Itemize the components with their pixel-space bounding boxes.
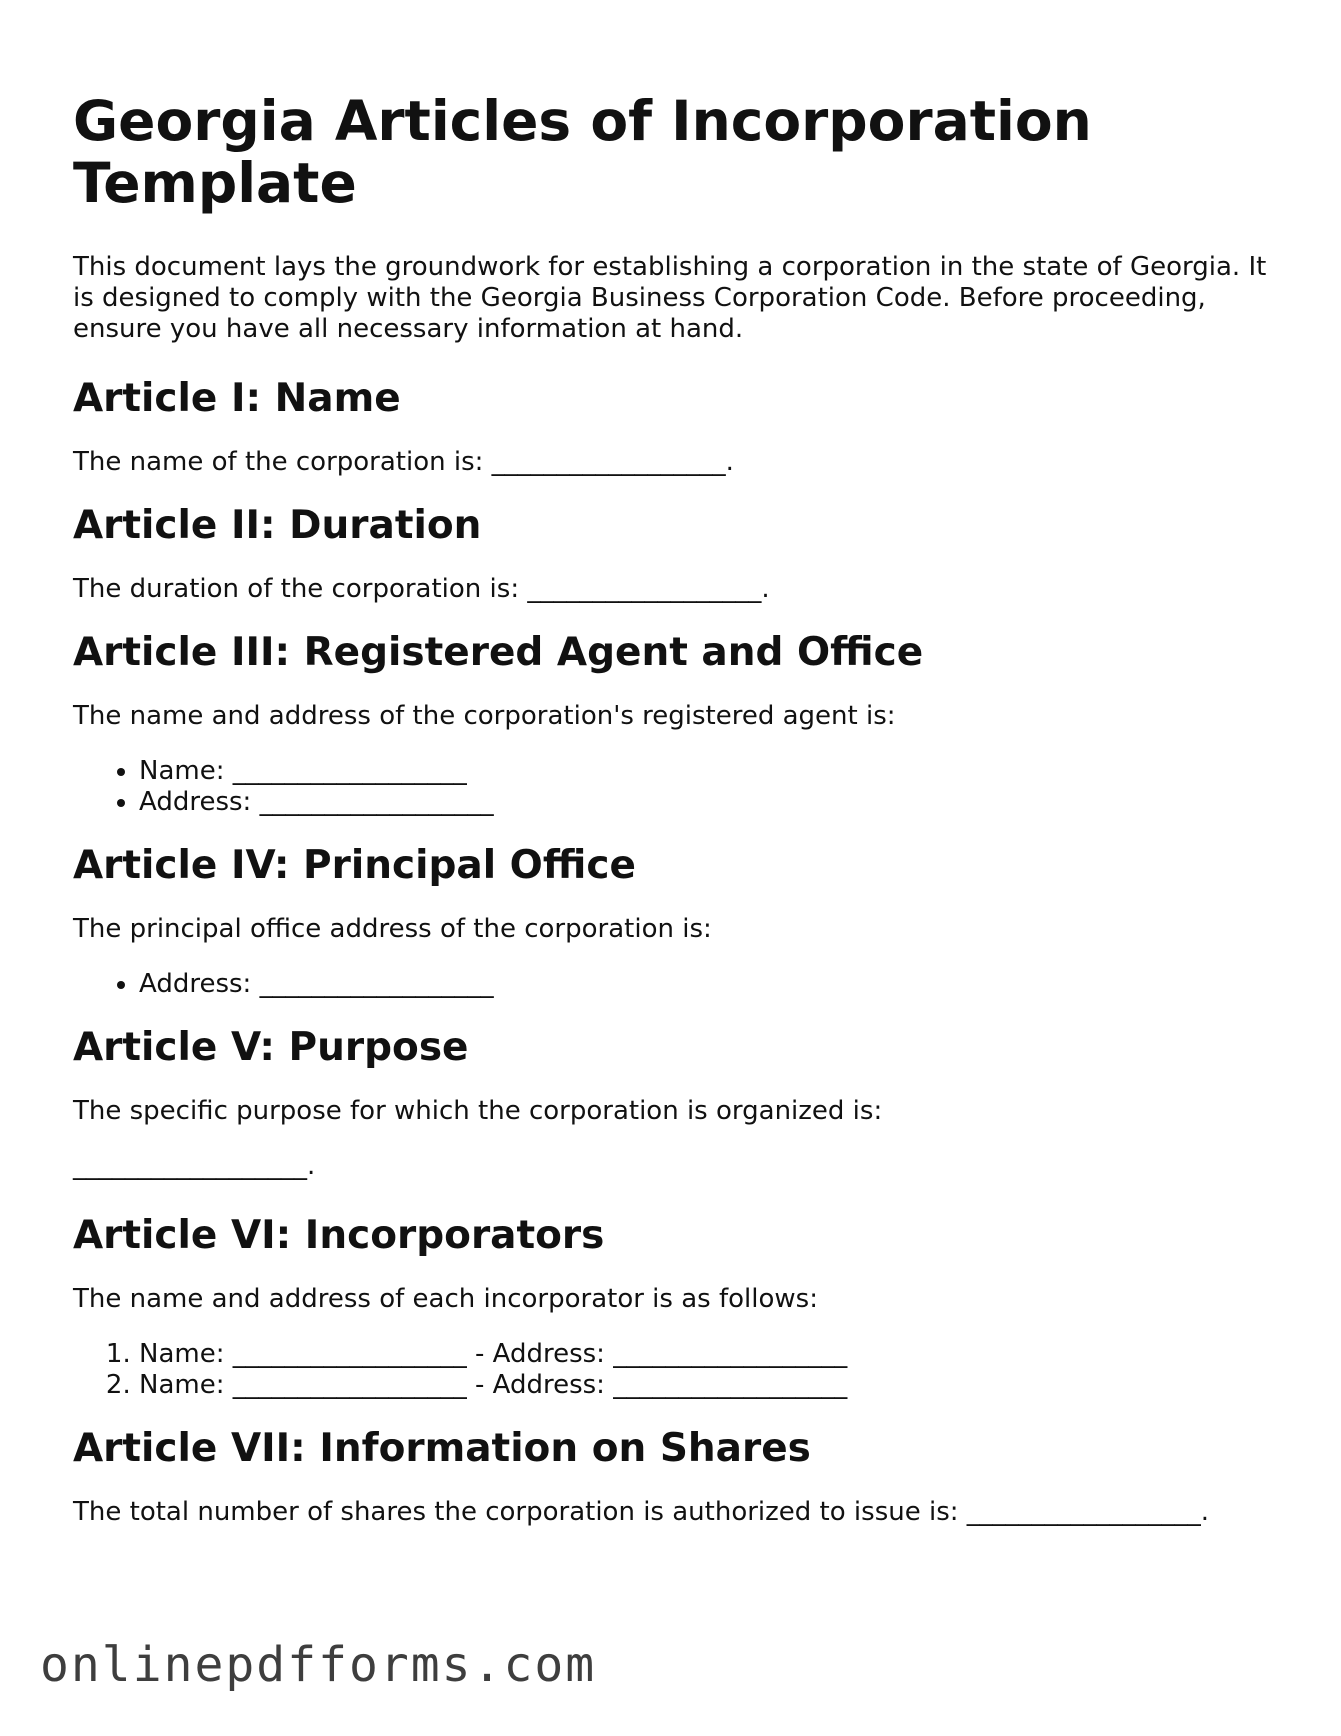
article-5-section [73, 1024, 1273, 1182]
article-6-section [73, 1212, 1273, 1401]
article-2-text: The duration of the corporation is: __________________. [73, 574, 770, 604]
article-7-heading: Article VII: Information on Shares [73, 1426, 811, 1471]
article-5-heading: Article V: Purpose [73, 1025, 469, 1070]
article-4-heading: Article IV: Principal Office [73, 843, 636, 888]
article-3-text: The name and address of the corporation's registered agent is: [73, 701, 896, 731]
article-4-list [73, 969, 1273, 1000]
article-5-blank: __________________. [73, 1151, 316, 1181]
article-5-text: The specific purpose for which the corporation is organized is: [73, 1096, 883, 1126]
article-3-section [73, 629, 1273, 818]
document-page [73, 90, 1273, 1552]
article-7-section [73, 1425, 1273, 1528]
site-watermark: onlinepdfforms.com [40, 1637, 597, 1693]
list-item: 1. Name: __________________ - Address: __________________ [139, 1339, 1273, 1370]
article-6-heading: Article VI: Incorporators [73, 1213, 605, 1258]
article-1-text: The name of the corporation is: __________________. [73, 447, 734, 477]
article-3-heading: Article III: Registered Agent and Office [73, 630, 924, 675]
article-6-text: The name and address of each incorporator is as follows: [73, 1284, 818, 1314]
article-6-list [73, 1339, 1273, 1401]
page-title: Georgia Articles of Incorporation Template [73, 89, 1092, 215]
list-item: • Name: __________________ [139, 756, 1273, 787]
article-1-heading: Article I: Name [73, 376, 401, 421]
article-3-list [73, 756, 1273, 818]
article-4-section [73, 842, 1273, 1000]
article-2-section [73, 502, 1273, 605]
article-2-heading: Article II: Duration [73, 503, 482, 548]
list-item: • Address: __________________ [139, 787, 1273, 818]
article-7-text: The total number of shares the corporation is authorized to issue is: __________________. [73, 1497, 1210, 1527]
article-1-section [73, 375, 1273, 478]
list-item: • Address: __________________ [139, 969, 1273, 1000]
list-item: 2. Name: __________________ - Address: __________________ [139, 1370, 1273, 1401]
intro-paragraph: This document lays the groundwork for establishing a corporation in the state of Georgia. It is designed to comply with the Georgia Business Corporation Code. Before proceeding, ensure you have all necessary information at hand. [73, 252, 1267, 344]
article-4-text: The principal office address of the corporation is: [73, 914, 712, 944]
